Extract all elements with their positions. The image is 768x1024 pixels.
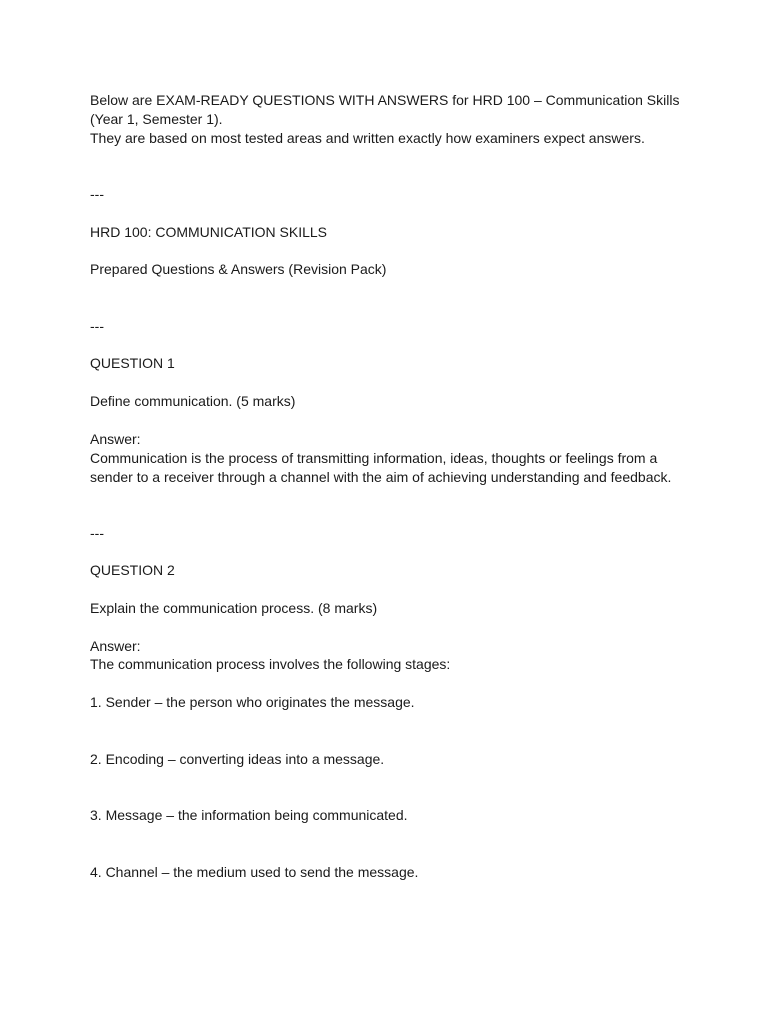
question-2-answer-label: Answer: bbox=[90, 638, 141, 654]
separator: --- bbox=[90, 525, 104, 541]
question-2-prompt: Explain the communication process. (8 marks) bbox=[90, 600, 378, 616]
list-item: 2. Encoding – converting ideas into a message. bbox=[90, 751, 385, 767]
list-item: 3. Message – the information being communicated. bbox=[90, 807, 408, 823]
separator: --- bbox=[90, 186, 104, 202]
question-1-prompt: Define communication. (5 marks) bbox=[90, 393, 296, 409]
question-2-answer-intro: The communication process involves the following stages: bbox=[90, 656, 451, 672]
intro-line-1: Below are EXAM-READY QUESTIONS WITH ANSWERS for HRD 100 – Communication Skills bbox=[90, 92, 680, 108]
intro-line-3: They are based on most tested areas and written exactly how examiners expect answers. bbox=[90, 130, 645, 146]
intro-line-2: (Year 1, Semester 1). bbox=[90, 111, 223, 127]
separator: --- bbox=[90, 318, 104, 334]
list-item: 1. Sender – the person who originates the message. bbox=[90, 694, 415, 710]
document-subtitle: Prepared Questions & Answers (Revision Pack) bbox=[90, 261, 387, 277]
question-1-answer-label: Answer: bbox=[90, 431, 141, 447]
question-2-heading: QUESTION 2 bbox=[90, 562, 175, 578]
list-item: 4. Channel – the medium used to send the message. bbox=[90, 864, 419, 880]
course-title: HRD 100: COMMUNICATION SKILLS bbox=[90, 224, 328, 240]
question-1-heading: QUESTION 1 bbox=[90, 355, 175, 371]
question-1-answer-line-1: Communication is the process of transmitting information, ideas, thoughts or feelings from a bbox=[90, 450, 658, 466]
question-1-answer-line-2: sender to a receiver through a channel with the aim of achieving understanding and feedback. bbox=[90, 469, 672, 485]
